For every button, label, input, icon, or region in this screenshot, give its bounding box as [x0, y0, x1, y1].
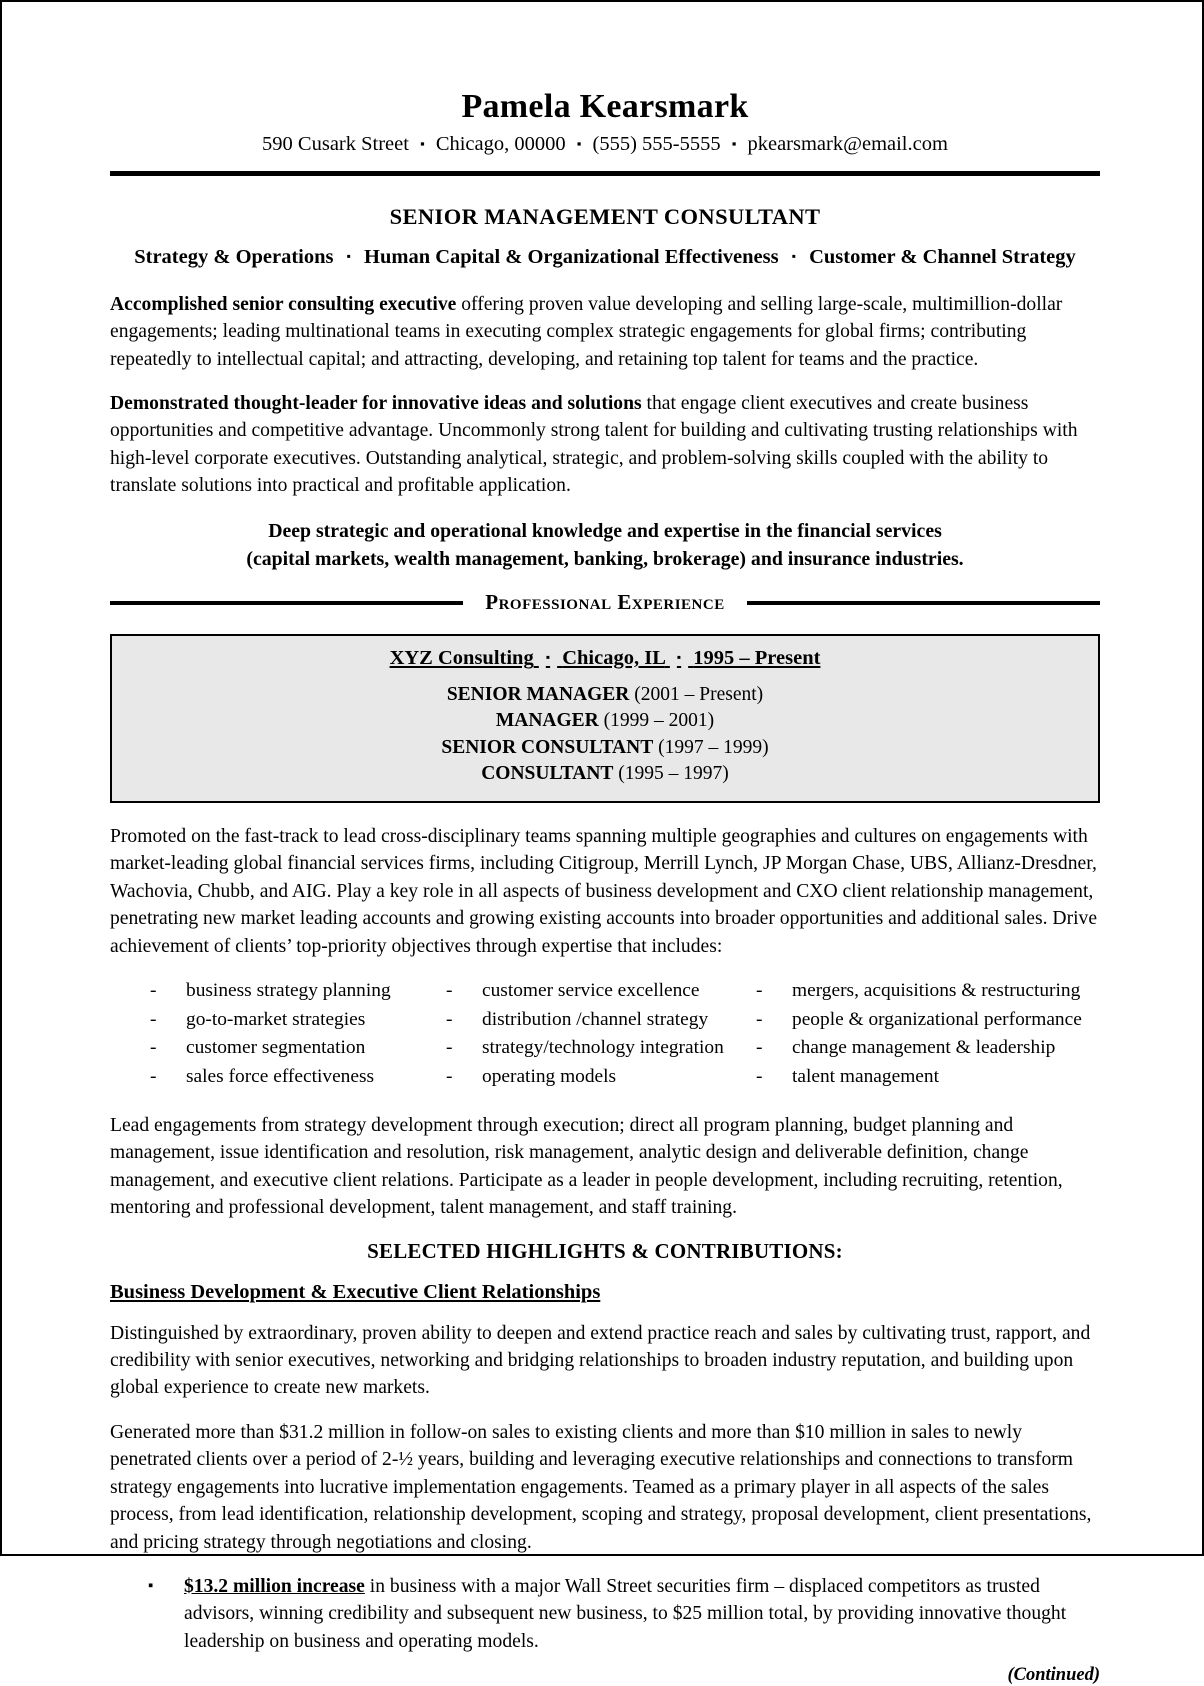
list-item — [756, 1034, 1096, 1063]
contact-line — [110, 132, 1100, 157]
employer-company: XYZ Consulting — [389, 646, 534, 669]
employer-location: Chicago, IL — [562, 646, 665, 669]
list-item — [446, 977, 756, 1006]
summary-lead-1: Accomplished senior consulting executive — [110, 293, 457, 315]
role-dates: (2001 – Present) — [634, 683, 764, 705]
specialty-line — [110, 246, 1100, 269]
list-item-label: customer segmentation — [186, 1037, 366, 1059]
contact-email: pkearsmark@email.com — [747, 133, 948, 156]
list-item-label: strategy/technology integration — [482, 1037, 724, 1059]
expertise-column-3 — [756, 977, 1096, 1092]
list-item — [150, 1063, 446, 1092]
employer-block — [110, 634, 1100, 803]
dash-bullet-icon: - — [446, 1066, 453, 1088]
role-entry — [122, 735, 1088, 762]
dash-bullet-icon: - — [150, 1066, 157, 1088]
role-dates: (1997 – 1999) — [658, 736, 769, 758]
role-entry — [122, 682, 1088, 709]
dash-bullet-icon: - — [446, 980, 453, 1002]
separator-square-icon: ▪ — [545, 649, 551, 664]
dash-bullet-icon: - — [756, 1008, 763, 1030]
summary-paragraph-2 — [110, 390, 1100, 500]
list-item-label: sales force effectiveness — [186, 1066, 375, 1088]
candidate-name: Pamela Kearsmark — [461, 88, 749, 125]
dash-bullet-icon: - — [756, 1037, 763, 1059]
highlights-paragraph-1: Distinguished by extraordinary, proven ability to deepen and extend practice reach and sales by cultivating trust, rapport, and credibility with senior executives, networking and bridging relationships to broaden industry reputation, and building upon global experience to create new markets. — [110, 1322, 1091, 1399]
separator-square-icon: ▪ — [731, 136, 737, 152]
separator-square-icon: ▪ — [676, 649, 682, 664]
square-bullet-icon: ▪ — [148, 1577, 154, 1594]
role-entry — [122, 761, 1088, 788]
list-item-label: distribution /channel strategy — [482, 1008, 709, 1030]
list-item — [446, 1034, 756, 1063]
summary-text-1: offering proven value developing and selling large-scale, multimillion-dollar engagements; leading multinational teams in executing complex strategic engagements for global firms; contributing repeatedly to intellectual capital; and attracting, developing, and retaining top talent for teams and the practice. — [110, 293, 1063, 370]
role-title: SENIOR CONSULTANT — [441, 736, 654, 758]
list-item-label: business strategy planning — [186, 980, 391, 1002]
summary-text-2: that engage client executives and create business opportunities and competitive advantage. Uncommonly strong talent for building and cultivating trusting relationships with high-level corporate executives. Outstanding analytical, strategic, and problem-solving skills coupled with the ability to translate solutions into practical and profitable application. — [110, 392, 1078, 497]
dash-bullet-icon: - — [756, 980, 763, 1002]
contact-phone: (555) 555-5555 — [592, 133, 721, 156]
expertise-list — [110, 977, 1100, 1092]
experience-overview-paragraph: Promoted on the fast-track to lead cross-disciplinary teams spanning multiple geographies and cultures on engagements with market-leading global financial services firms, including Citigroup, Merrill Lynch, JP Morgan Chase, UBS, Allianz-Dresdner, Wachovia, Chubb, and AIG. Play a key role in all aspects of business development and CXO client relationship management, penetrating new market leading accounts and growing existing accounts into broader opportunities and additional sales. Drive achievement of clients’ top-priority objectives through expertise that includes: — [110, 825, 1098, 957]
dash-bullet-icon: - — [150, 980, 157, 1002]
dash-bullet-icon: - — [446, 1008, 453, 1030]
summary-lead-2: Demonstrated thought-leader for innovative ideas and solutions — [110, 392, 642, 414]
highlights-subheading: Business Development & Executive Client Relationships — [110, 1280, 601, 1303]
specialty-3: Customer & Channel Strategy — [809, 245, 1076, 268]
list-item-label: talent management — [792, 1066, 939, 1088]
specialty-2: Human Capital & Organizational Effectiveness — [364, 245, 779, 268]
highlights-paragraph-2: Generated more than $31.2 million in follow-on sales to existing clients and more than $10 million in sales to newly penetrated clients over a period of 2-½ years, building and leveraging executive relationships and connections to transform strategy engagements into lucrative implementation engagements. Teamed as a primary player in all aspects of the sales process, from lead identification, relationship development, scoping and strategy, proposal development, client presentations, and pricing strategy through negotiations and closing. — [110, 1421, 1092, 1553]
role-entry — [122, 708, 1088, 735]
list-item-label: go-to-market strategies — [186, 1008, 366, 1030]
list-item — [150, 977, 446, 1006]
role-dates: (1995 – 1997) — [618, 763, 729, 785]
highlights-heading: SELECTED HIGHLIGHTS & CONTRIBUTIONS: — [367, 1238, 843, 1263]
list-item-label: mergers, acquisitions & restructuring — [792, 980, 1081, 1002]
separator-square-icon: ▪ — [420, 136, 425, 152]
separator-square-icon: ▪ — [576, 136, 582, 152]
summary-paragraph-1 — [110, 291, 1100, 373]
list-item — [446, 1006, 756, 1035]
role-dates: (1999 – 2001) — [603, 710, 715, 732]
page-title: SENIOR MANAGEMENT CONSULTANT — [389, 203, 821, 229]
page-content — [2, 2, 1202, 1686]
list-item-label: customer service excellence — [482, 980, 700, 1002]
list-item — [150, 1034, 446, 1063]
leadership-paragraph: Lead engagements from strategy development through execution; direct all program planning, budget planning and management, issue identification and resolution, risk management, analytic design and deliverable definition, change management, and executive client relations. Participate as a leader in people development, including recruiting, retention, mentoring and professional development, talent management, and staff training. — [110, 1114, 1063, 1219]
list-item — [756, 1006, 1096, 1035]
contact-street: 590 Cusark Street — [262, 133, 409, 156]
header-divider — [110, 171, 1100, 176]
role-title: SENIOR MANAGER — [446, 683, 630, 705]
expertise-column-1 — [150, 977, 446, 1092]
separator-square-icon: ▪ — [791, 248, 796, 263]
list-item-label: change management & leadership — [792, 1037, 1056, 1059]
dash-bullet-icon: - — [446, 1037, 453, 1059]
continued-footer: (Continued) — [1007, 1665, 1100, 1686]
section-title: Professional Experience — [485, 589, 725, 614]
employer-dates: 1995 – Present — [693, 646, 821, 669]
role-title: CONSULTANT — [481, 763, 614, 785]
employer-heading — [122, 647, 1088, 670]
dash-bullet-icon: - — [756, 1066, 763, 1088]
contact-city: Chicago, 00000 — [435, 133, 566, 156]
list-item — [150, 1006, 446, 1035]
expertise-highlight-line-2: (capital markets, wealth management, banking, brokerage) and insurance industries. — [246, 547, 964, 570]
separator-square-icon: ▪ — [346, 248, 351, 263]
section-rule-left — [110, 601, 463, 605]
expertise-highlight — [110, 517, 1100, 573]
bullet-text — [184, 1573, 1100, 1655]
role-title: MANAGER — [495, 710, 599, 732]
bullet-lead: $13.2 million increase — [184, 1575, 365, 1597]
list-item — [110, 1573, 1100, 1655]
list-item-label: people & organizational performance — [792, 1008, 1082, 1030]
section-header-professional-experience — [110, 591, 1100, 616]
list-item — [756, 977, 1096, 1006]
specialty-1: Strategy & Operations — [134, 245, 334, 268]
expertise-highlight-line-1: Deep strategic and operational knowledge and expertise in the financial services — [268, 519, 942, 542]
dash-bullet-icon: - — [150, 1037, 157, 1059]
list-item — [756, 1063, 1096, 1092]
expertise-column-2 — [446, 977, 756, 1092]
bullet-rest: in business with a major Wall Street securities firm – displaced competitors as trusted advisors, winning credibility and subsequent new business, to $25 million total, by providing innovative thought leadership on business and operating models. — [184, 1575, 1067, 1652]
list-item-label: operating models — [482, 1066, 617, 1088]
dash-bullet-icon: - — [150, 1008, 157, 1030]
section-rule-right — [747, 601, 1100, 605]
list-item — [446, 1063, 756, 1092]
